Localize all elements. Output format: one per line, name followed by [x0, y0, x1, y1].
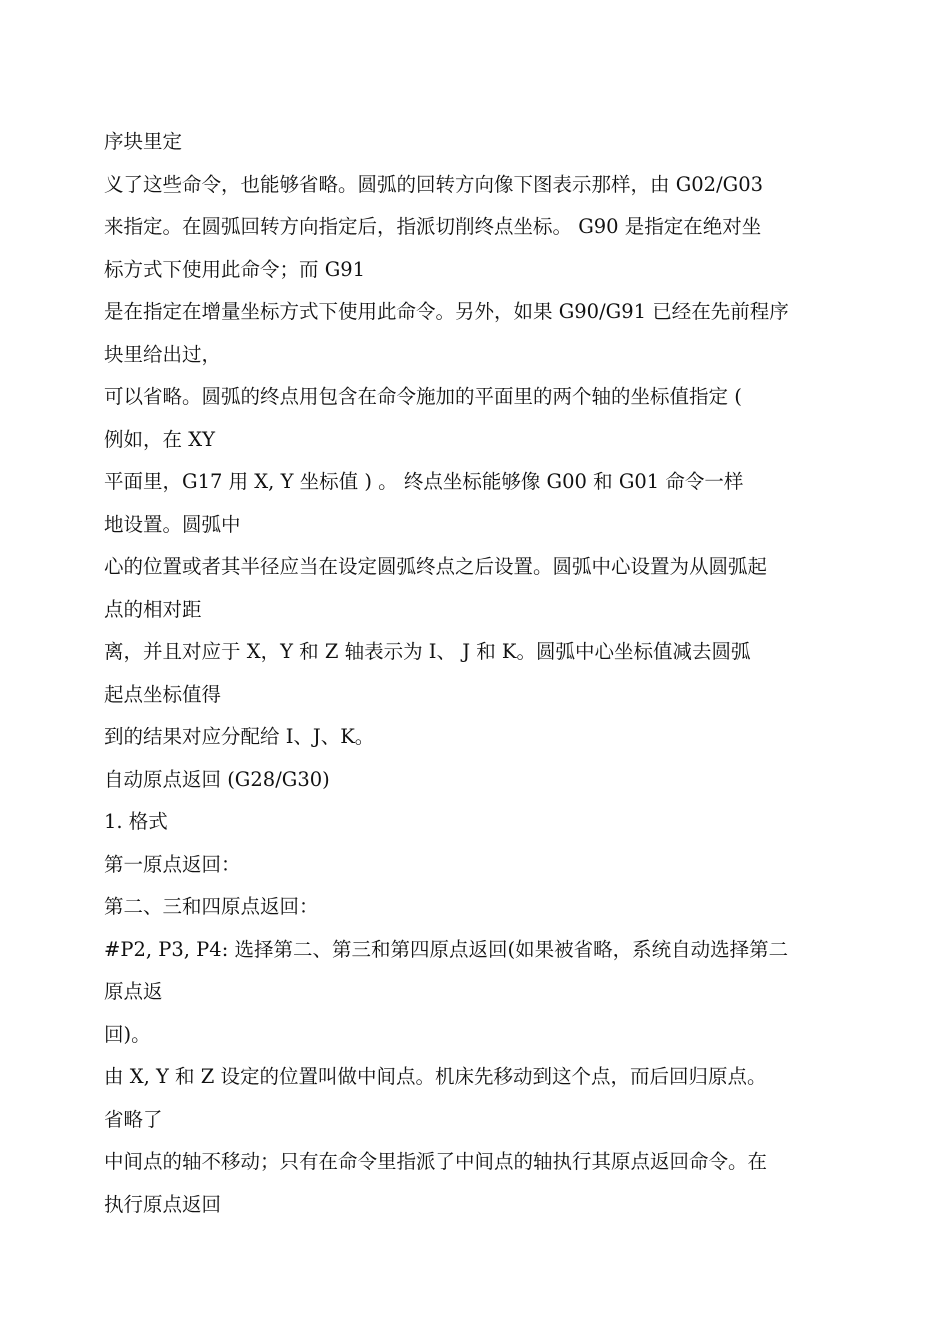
text-line: 到的结果对应分配给 I、J、K。 — [104, 725, 375, 748]
text-line: 中间点的轴不移动；只有在命令里指派了中间点的轴执行其原点返回命令。在 — [104, 1150, 768, 1173]
text-line: 块里给出过， — [104, 342, 222, 366]
text-line: 执行原点返回 — [104, 1192, 222, 1216]
text-line: 起点坐标值得 — [104, 682, 222, 706]
text-line: 序块里定 — [104, 130, 183, 153]
text-line: 点的相对距 — [104, 597, 202, 621]
text-line: 省略了 — [104, 1107, 163, 1131]
text-line: 是在指定在增量坐标方式下使用此命令。另外，如果 G90/G91 已经在先前程序 — [104, 300, 789, 323]
text-line: 例如，在 XY — [104, 427, 215, 451]
text-line: 由 X, Y 和 Z 设定的位置叫做中间点。机床先移动到这个点，而后回归原点。 — [104, 1065, 767, 1088]
text-line: 义了这些命令，也能够省略。圆弧的回转方向像下图表示那样，由 G02/G03 — [104, 172, 764, 196]
text-line: 心的位置或者其半径应当在设定圆弧终点之后设置。圆弧中心设置为从圆弧起 — [104, 555, 768, 578]
text-line: #P2, P3, P4: 选择第二、第三和第四原点返回(如果被省略，系统自动选择第二 — [104, 937, 789, 961]
text-line: 回)。 — [104, 1022, 151, 1046]
document-text — [104, 121, 854, 1226]
text-line: 离，并且对应于 X，Y 和 Z 轴表示为 I、 J 和 K。圆弧中心坐标值减去圆弧 — [104, 640, 751, 663]
section-heading: 自动原点返回 (G28/G30) — [104, 767, 330, 791]
text-line: 原点返 — [104, 980, 163, 1003]
text-line: 第一原点返回： — [104, 852, 241, 876]
text-line: 标方式下使用此命令；而 G91 — [104, 257, 366, 281]
text-line: 地设置。圆弧中 — [104, 512, 241, 536]
text-line: 1. 格式 — [104, 810, 168, 833]
text-line: 可以省略。圆弧的终点用包含在命令施加的平面里的两个轴的坐标值指定 ( — [104, 385, 742, 408]
text-line: 第二、三和四原点返回： — [104, 895, 319, 918]
text-line: 平面里，G17 用 X, Y 坐标值 ) 。 终点坐标能够像 G00 和 G01 命令一样 — [104, 470, 744, 493]
text-line: 来指定。在圆弧回转方向指定后，指派切削终点坐标。 G90 是指定在绝对坐 — [104, 215, 762, 238]
